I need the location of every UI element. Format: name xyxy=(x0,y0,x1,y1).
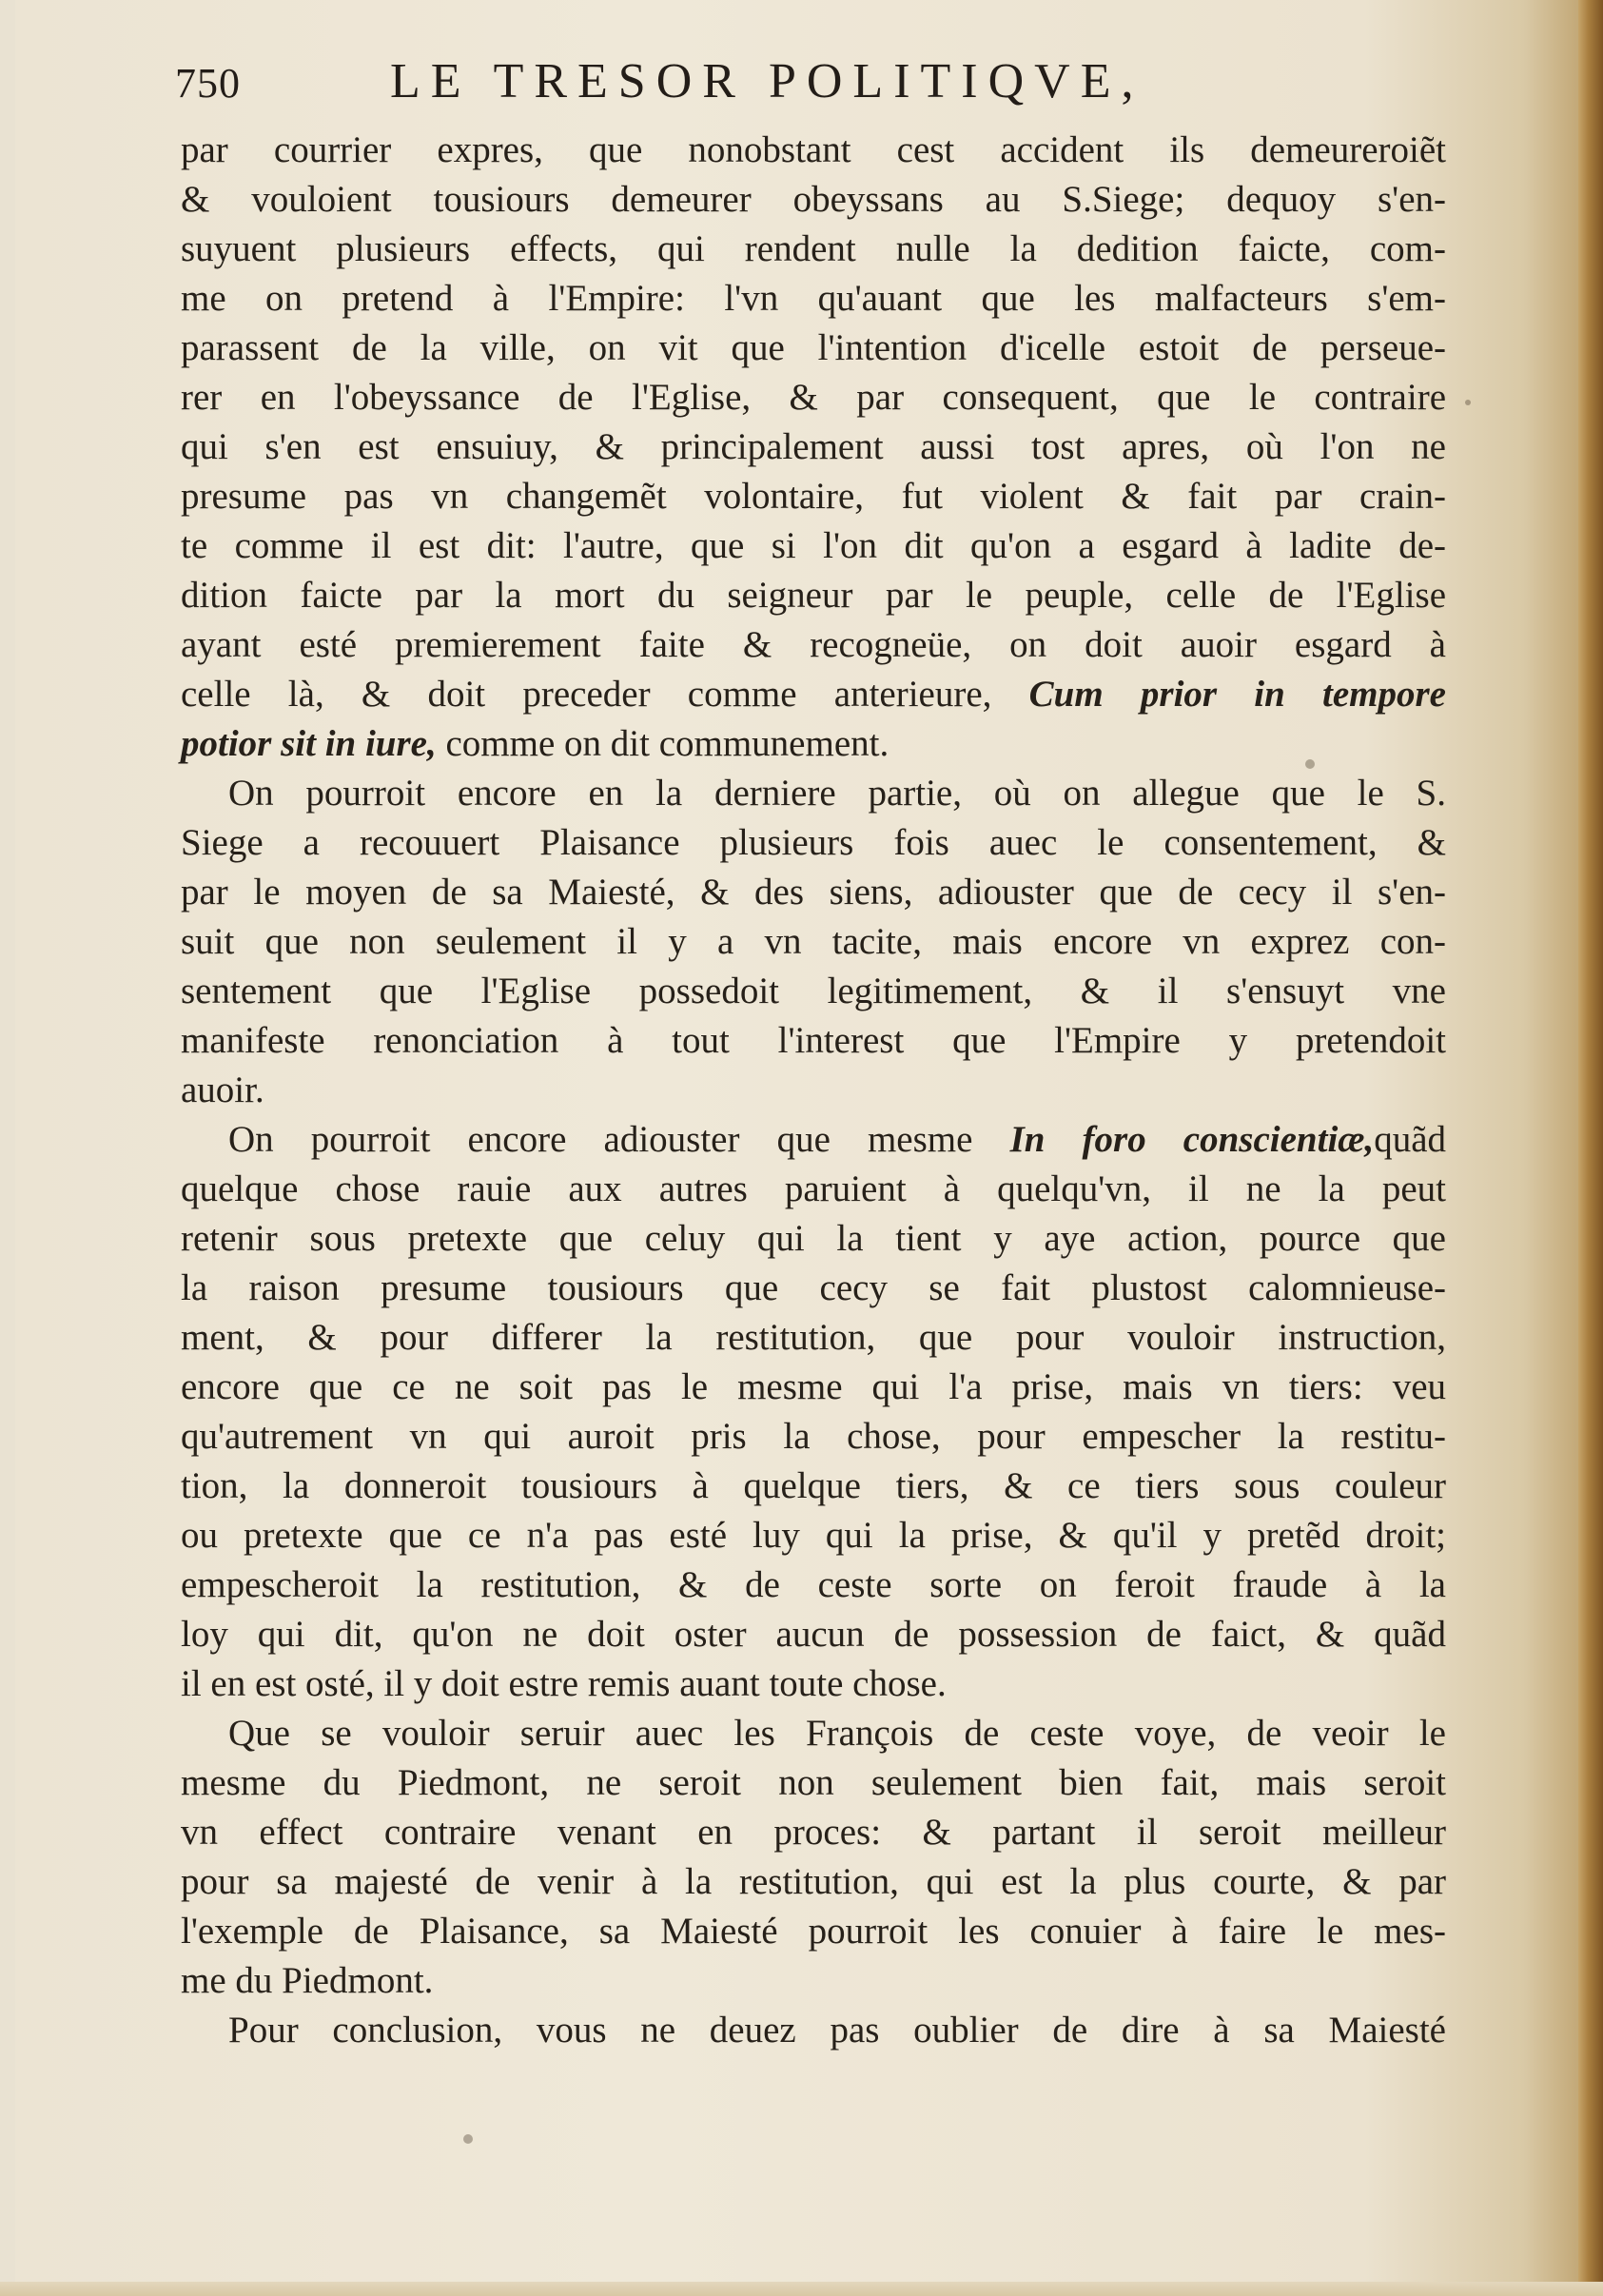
text-line: qui s'en est ensuiuy, & principalement aussi tost apres, où l'on ne xyxy=(181,426,1446,467)
running-title: LE TRESOR POLITIQVE, xyxy=(390,54,1144,108)
text-line: loy qui dit, qu'on ne doit oster aucun de possession de faict, & quãd xyxy=(181,1614,1446,1655)
text-line: encore que ce ne soit pas le mesme qui l'a prise, mais vn tiers: veu xyxy=(181,1366,1446,1407)
text-line: retenir sous pretexte que celuy qui la tient y aye action, pource que xyxy=(181,1218,1446,1259)
text-segment: celle là, & doit preceder comme anterieure, xyxy=(181,674,992,715)
text-line: presume pas vn changemẽt volontaire, fut violent & fait par crain- xyxy=(181,476,1446,517)
text-line: vn effect contraire venant en proces: & partant il seroit meilleur xyxy=(181,1812,1446,1853)
text-line-with-latin xyxy=(181,670,1446,719)
text-segment: quãd xyxy=(1374,1119,1447,1160)
text-segment: On pourroit encore adiouster que mesme xyxy=(228,1119,973,1160)
paragraph-start-line: Que se vouloir seruir auec les François de ceste voye, de veoir le xyxy=(228,1713,1446,1754)
text-line: dition faicte par la mort du seigneur par le peuple, celle de l'Eglise xyxy=(181,575,1446,616)
text-line: ayant esté premierement faite & recogneüe, on doit auoir esgard à xyxy=(181,624,1446,665)
latin-phrase: In foro conscientiæ, xyxy=(1009,1119,1375,1160)
page-number: 750 xyxy=(175,60,241,107)
ink-speck xyxy=(1465,400,1471,405)
ink-speck xyxy=(463,2134,473,2144)
body-text xyxy=(181,126,1446,2055)
text-line: tion, la donneroit tousiours à quelque tiers, & ce tiers sous couleur xyxy=(181,1465,1446,1506)
text-line: sentement que l'Eglise possedoit legitimement, & il s'ensuyt vne xyxy=(181,971,1446,1011)
text-line: l'exemple de Plaisance, sa Maiesté pourroit les conuier à faire le mes- xyxy=(181,1911,1446,1952)
text-line: & vouloient tousiours demeurer obeyssans au S.Siege; dequoy s'en- xyxy=(181,179,1446,220)
text-line: parassent de la ville, on vit que l'intention d'icelle estoit de perseue- xyxy=(181,327,1446,368)
text-line: rer en l'obeyssance de l'Eglise, & par consequent, que le contraire xyxy=(181,377,1446,418)
text-line: qu'autrement vn qui auroit pris la chose, pour empescher la restitu- xyxy=(181,1416,1446,1457)
text-line: quelque chose rauie aux autres paruient à quelqu'vn, il ne la peut xyxy=(181,1168,1446,1209)
text-line: par courrier expres, que nonobstant cest accident ils demeureroiẽt xyxy=(181,129,1446,170)
text-line: suit que non seulement il y a vn tacite, mais encore vn exprez con- xyxy=(181,921,1446,962)
text-line: mesme du Piedmont, ne seroit non seulement bien fait, mais seroit xyxy=(181,1762,1446,1803)
text-line: par le moyen de sa Maiesté, & des siens, adiouster que de cecy il s'en- xyxy=(181,872,1446,913)
paragraph-start-line xyxy=(181,1115,1446,1165)
paragraph-start-line: On pourroit encore en la derniere partie, où on allegue que le S. xyxy=(228,773,1446,814)
text-line: manifeste renonciation à tout l'interest que l'Empire y pretendoit xyxy=(181,1020,1446,1061)
text-line: il en est osté, il y doit estre remis auant toute chose. xyxy=(181,1663,947,1704)
text-line: empescheroit la restitution, & de ceste sorte on feroit fraude à la xyxy=(181,1564,1446,1605)
text-line: Siege a recouuert Plaisance plusieurs fois auec le consentement, & xyxy=(181,822,1446,863)
text-line-with-latin xyxy=(181,719,1446,769)
ink-speck xyxy=(1305,759,1315,769)
latin-phrase: potior sit in iure, xyxy=(181,723,437,764)
text-line: ment, & pour differer la restitution, que pour vouloir instruction, xyxy=(181,1317,1446,1358)
page-header xyxy=(133,53,1370,120)
text-line: te comme il est dit: l'autre, que si l'on dit qu'on a esgard à ladite de- xyxy=(181,525,1446,566)
text-segment: comme on dit communement. xyxy=(445,723,889,764)
text-line: auoir. xyxy=(181,1070,264,1110)
text-line: me on pretend à l'Empire: l'vn qu'auant que les malfacteurs s'em- xyxy=(181,278,1446,319)
text-line: me du Piedmont. xyxy=(181,1960,434,2001)
text-line: la raison presume tousiours que cecy se fait plustost calomnieuse- xyxy=(181,1267,1446,1308)
text-line: ou pretexte que ce n'a pas esté luy qui la prise, & qu'il y pretẽd droit; xyxy=(181,1515,1446,1556)
latin-phrase: Cum prior in tempore xyxy=(1028,674,1446,715)
page-bottom-edge xyxy=(0,2282,1603,2296)
text-line: suyuent plusieurs effects, qui rendent nulle la dedition faicte, com- xyxy=(181,228,1446,269)
text-line: pour sa majesté de venir à la restitution, qui est la plus courte, & par xyxy=(181,1861,1446,1902)
page-edge-shadow xyxy=(1578,0,1603,2296)
paragraph-start-line: Pour conclusion, vous ne deuez pas oublier de dire à sa Maiesté xyxy=(228,2010,1446,2051)
